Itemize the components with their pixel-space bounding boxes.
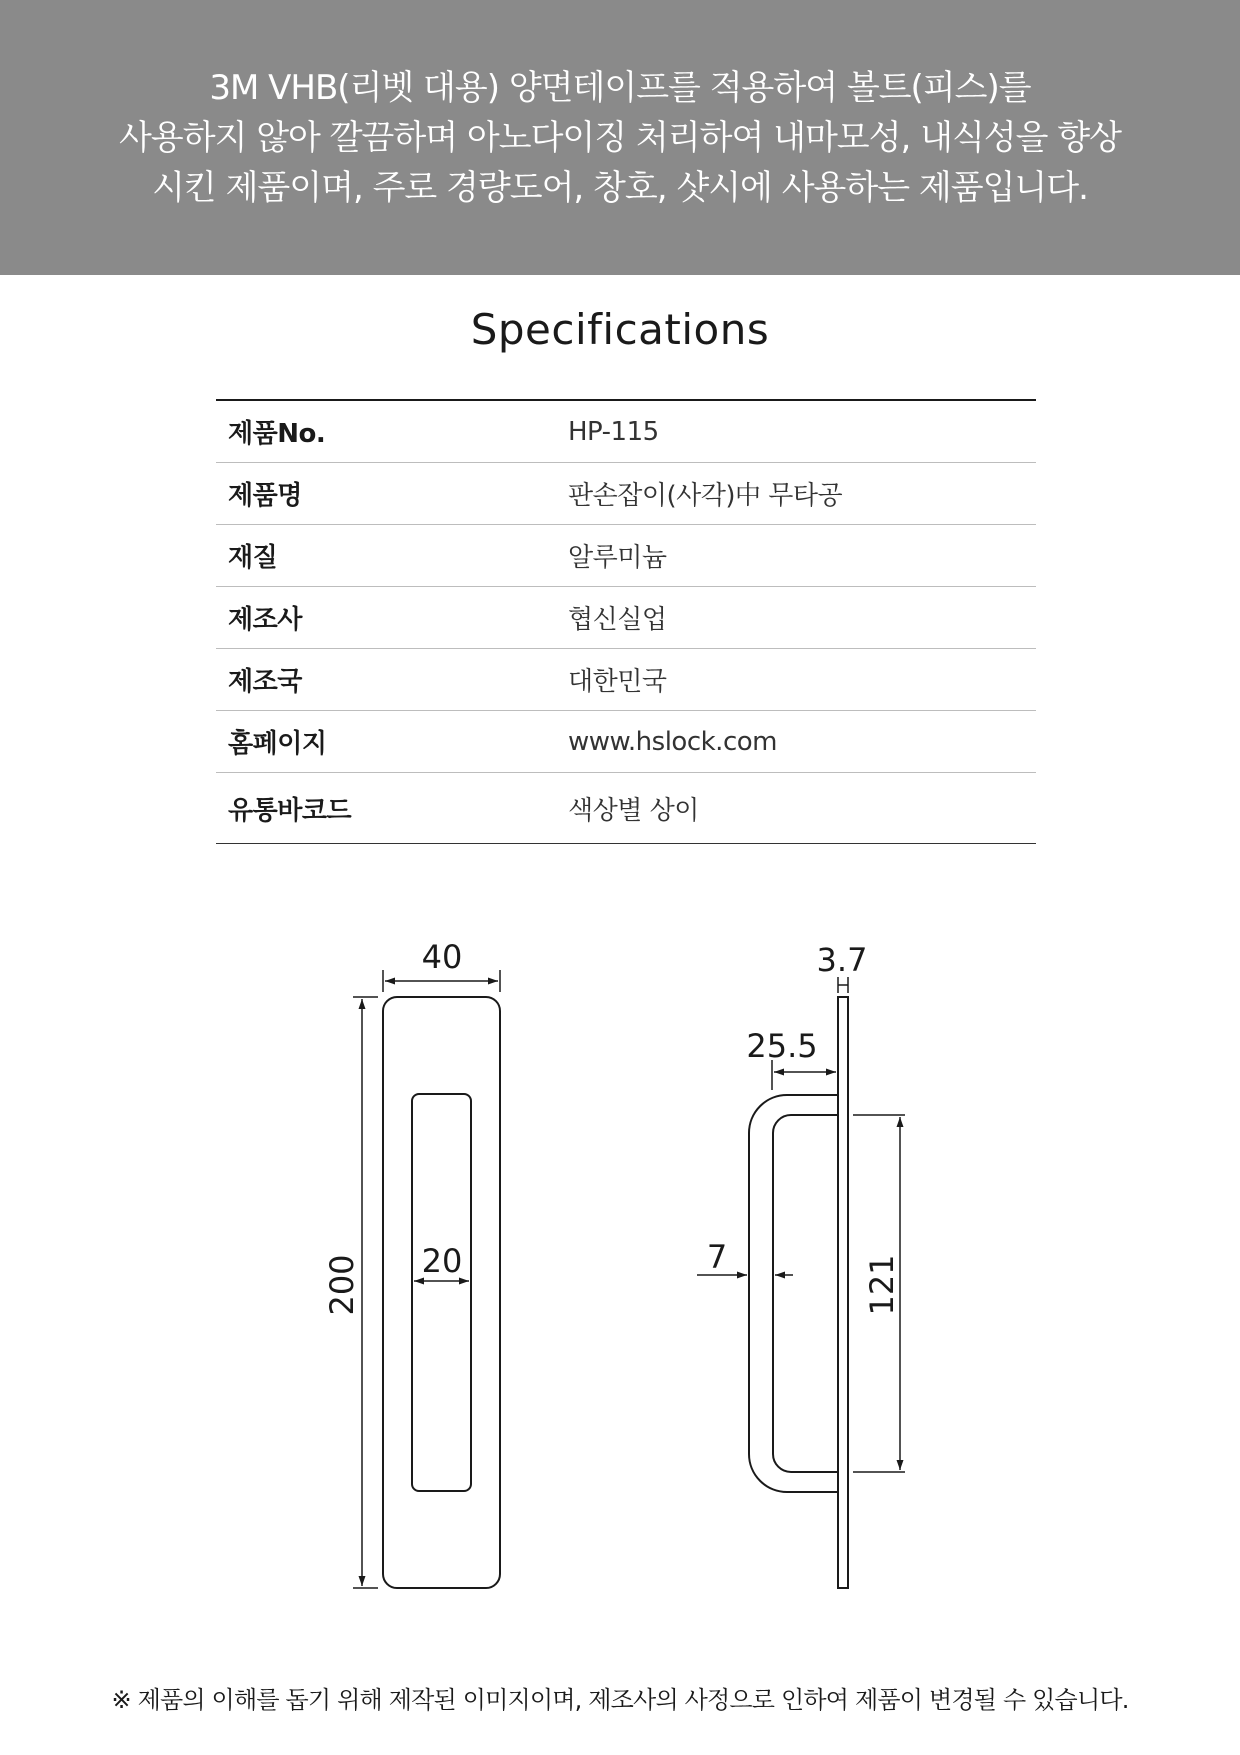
spec-row-manufacturer (216, 587, 1036, 649)
spec-label: 제품No. (228, 419, 326, 449)
spec-value: 대한민국 (568, 667, 667, 697)
spec-row-homepage (216, 711, 1036, 773)
spec-value: 알루미늄 (568, 543, 667, 573)
spec-value: 판손잡이(사각)中 무타공 (568, 481, 843, 511)
banner-line-2: 사용하지 않아 깔끔하며 아노다이징 처리하여 내마모성, 내식성을 향상 (119, 117, 1121, 158)
specifications-title: Specifications (470, 305, 770, 354)
spec-label: 제조국 (228, 667, 302, 697)
front-view (383, 997, 500, 1588)
dim-front-width-label: 40 (421, 938, 463, 976)
side-view (749, 997, 848, 1588)
side-plate-outline (838, 997, 848, 1588)
spec-value: HP-115 (568, 416, 659, 447)
technical-drawing (0, 910, 1240, 1610)
dim-handle-depth-label: 25.5 (746, 1027, 818, 1065)
spec-value: 협신실업 (568, 605, 667, 635)
spec-row-product-no (216, 401, 1036, 463)
dim-slot-width-label: 20 (421, 1242, 463, 1280)
spec-label: 홈페이지 (228, 729, 327, 759)
side-handle-inner (773, 1115, 838, 1472)
spec-value: 색상별 상이 (568, 795, 699, 826)
dim-plate-thickness (838, 977, 848, 993)
spec-value: www.hslock.com (568, 726, 777, 757)
intro-banner (0, 0, 1240, 275)
specifications-table (216, 399, 1036, 844)
spec-row-material (216, 525, 1036, 587)
dim-grip-length-label: 121 (863, 1254, 901, 1316)
dim-front-height-label: 200 (323, 1254, 361, 1316)
spec-row-product-name (216, 463, 1036, 525)
spec-label: 제품명 (228, 481, 302, 511)
spec-label: 유통바코드 (228, 795, 352, 826)
side-handle-outer (749, 1095, 838, 1492)
banner-line-3: 시킨 제품이며, 주로 경량도어, 창호, 샷시에 사용하는 제품입니다. (152, 167, 1088, 208)
spec-label: 제조사 (228, 605, 302, 635)
dim-grip-thickness-label: 7 (706, 1238, 728, 1276)
spec-row-barcode (216, 773, 1036, 843)
front-plate-outline (383, 997, 500, 1588)
disclaimer-note: ※ 제품의 이해를 돕기 위해 제작된 이미지이며, 제조사의 사정으로 인하여 제품이 변경될 수 있습니다. (111, 1686, 1129, 1714)
dim-plate-thickness-label: 3.7 (816, 941, 868, 979)
front-slot-outline (412, 1094, 471, 1491)
banner-line-1: 3M VHB(리벳 대용) 양면테이프를 적용하여 볼트(피스)를 (209, 67, 1031, 108)
spec-label: 재질 (228, 543, 278, 573)
spec-row-country (216, 649, 1036, 711)
